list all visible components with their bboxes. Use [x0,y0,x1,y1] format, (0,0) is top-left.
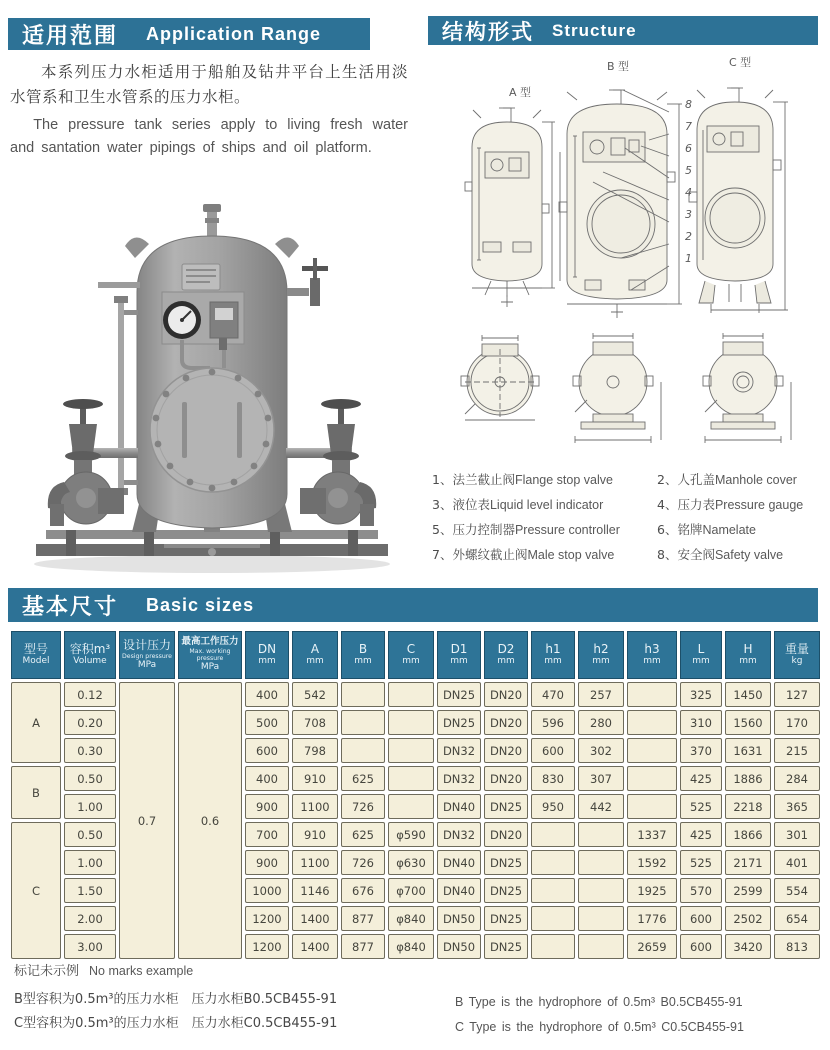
table-cell: φ840 [388,934,434,959]
table-cell: 708 [292,710,338,735]
callout-number: 8 [685,98,692,111]
application-range-paragraph-en: The pressure tank series apply to living fresh water and santation water pipings of ships and oil platform. [10,116,408,157]
table-cell: 2218 [725,794,771,819]
part-item [657,495,828,513]
part-item [657,520,828,538]
table-cell: φ700 [388,878,434,903]
table-cell: 401 [774,850,820,875]
table-cell: 2599 [725,878,771,903]
col-header: h2 mm [578,631,624,679]
left-valve-pump [48,399,124,526]
table-cell: 2171 [725,850,771,875]
type-label-b: B 型 [607,60,630,73]
table-cell: 302 [578,738,624,763]
table-cell: 726 [341,794,385,819]
part-name-en: Liquid level indicator [489,498,604,512]
part-name-en: Flange stop valve [514,473,613,487]
part-name-zh: 压力表 [677,497,715,512]
table-cell: 2.00 [64,906,116,931]
part-name-en: Pressure controller [514,523,620,537]
right-valve-pump [300,399,376,526]
table-cell: DN25 [484,794,528,819]
col-header: D2 mm [484,631,528,679]
part-number: 8、 [657,547,678,562]
table-cell [341,710,385,735]
table-row [11,682,820,707]
basic-sizes-bar [8,588,818,622]
notes-label-en: No marks example [89,964,194,978]
col-header: 重量 kg [774,631,820,679]
table-cell: DN25 [484,906,528,931]
table-cell: 877 [341,906,385,931]
part-number: 4、 [657,497,678,512]
part-name-zh: 安全阀 [677,547,715,562]
part-item [432,495,657,513]
table-cell: 307 [578,766,624,791]
table-cell [531,850,575,875]
top-view-a [461,335,539,420]
table-cell: 554 [774,878,820,903]
table-cell: 1146 [292,878,338,903]
table-cell: DN20 [484,682,528,707]
part-number: 2、 [657,472,678,487]
table-cell: 310 [680,710,722,735]
notes-en [455,990,744,1040]
table-cell [627,682,677,707]
table-cell: DN25 [484,878,528,903]
parts-list [432,470,828,563]
col-header: H mm [725,631,771,679]
table-cell: 950 [531,794,575,819]
table-cell: 2502 [725,906,771,931]
table-cell: 900 [245,850,289,875]
part-item [657,545,828,563]
table-cell: 0.50 [64,822,116,847]
part-name-zh: 压力控制器 [452,522,515,537]
application-range-bar [8,18,370,50]
table-cell: 215 [774,738,820,763]
table-cell: 910 [292,822,338,847]
part-item [432,520,657,538]
table-cell: DN32 [437,766,481,791]
notes-zh [14,988,337,1036]
level-gauge-pipe [98,282,140,496]
table-cell: 365 [774,794,820,819]
callout-number: 4 [685,186,692,199]
part-number: 6、 [657,522,678,537]
table-cell [627,766,677,791]
table-cell: 500 [245,710,289,735]
part-name-en: Manhole cover [714,473,797,487]
table-cell: 3420 [725,934,771,959]
part-name-zh: 法兰截止阀 [452,472,515,487]
table-cell: 726 [341,850,385,875]
table-cell: 877 [341,934,385,959]
table-cell: 910 [292,766,338,791]
col-header: L mm [680,631,722,679]
sizes-table [8,628,823,962]
note-line-en: B Type is the hydrophore of 0.5m³ B0.5CB455-91 [455,995,743,1009]
part-item [432,545,657,563]
lifting-lug-right [275,237,299,258]
table-cell [388,766,434,791]
drain-fitting [208,548,216,556]
part-name-zh: 外螺纹截止阀 [452,547,528,562]
table-cell: 425 [680,822,722,847]
col-header: 型号 Model [11,631,61,679]
part-item [657,470,828,488]
table-cell: 676 [341,878,385,903]
structure-bar [428,16,818,45]
structure-title-zh: 结构形式 [442,19,534,44]
col-header: 容积m³ Volume [64,631,116,679]
col-header: h1 mm [531,631,575,679]
table-cell: φ630 [388,850,434,875]
table-cell [578,822,624,847]
note-line-en: C Type is the hydrophore of 0.5m³ C0.5CB455-91 [455,1020,744,1034]
table-cell: 2659 [627,934,677,959]
table-cell: 700 [245,822,289,847]
table-cell: 525 [680,850,722,875]
table-cell: DN40 [437,878,481,903]
part-name-en: Safety valve [714,548,784,562]
table-cell: DN25 [484,934,528,959]
structure-drawing [425,52,827,462]
table-cell [578,934,624,959]
table-cell: 596 [531,710,575,735]
vessel-a-elevation [465,108,560,307]
table-head [11,631,820,679]
table-cell: 0.20 [64,710,116,735]
type-label-c: C 型 [729,56,752,69]
col-header: 最高工作压力 Max. working pressure MPa [178,631,242,679]
table-cell: 798 [292,738,338,763]
shoulder-valve [287,258,328,306]
table-cell: DN40 [437,794,481,819]
table-cell: 600 [531,738,575,763]
col-header: 设计压力 Design pressure MPa [119,631,175,679]
table-cell: 0.50 [64,766,116,791]
table-cell: 325 [680,682,722,707]
table-cell: DN50 [437,906,481,931]
callout-number: 7 [685,120,692,133]
table-cell: 1200 [245,934,289,959]
table-cell: 1776 [627,906,677,931]
table-cell: 1.00 [64,850,116,875]
structure-title-en: Structure [552,20,637,40]
table-cell: 900 [245,794,289,819]
table-cell: 280 [578,710,624,735]
table-cell [388,710,434,735]
table-cell: DN50 [437,934,481,959]
table-cell [627,738,677,763]
vessel-c-elevation [689,88,788,313]
table-cell: DN20 [484,766,528,791]
table-cell: 600 [680,906,722,931]
col-header: DN mm [245,631,289,679]
table-cell: C [11,822,61,959]
table-cell: 1200 [245,906,289,931]
table-cell: 1400 [292,906,338,931]
table-cell: DN20 [484,710,528,735]
floor-shadow [34,555,390,573]
table-cell [531,934,575,959]
application-range-title-en: Application Range [146,23,322,44]
table-cell: DN32 [437,822,481,847]
nameplate [182,264,220,290]
table-cell [388,682,434,707]
part-name-en: Namelate [702,523,756,537]
table-cell: DN40 [437,850,481,875]
top-view-c [703,333,791,443]
table-cell: 1000 [245,878,289,903]
vessel-b-elevation [559,90,682,318]
table-cell: DN20 [484,738,528,763]
basic-sizes-title-zh: 基本尺寸 [22,594,119,620]
structure-figure [425,52,827,462]
table-cell: DN32 [437,738,481,763]
table-cell: 1400 [292,934,338,959]
table-cell: 3.00 [64,934,116,959]
pressure-tank-photo [14,192,410,580]
table-cell: 654 [774,906,820,931]
table-cell: 170 [774,710,820,735]
table-cell: 400 [245,682,289,707]
table-cell [388,738,434,763]
application-range-title-zh: 适用范围 [22,23,119,49]
table-cell: 0.6 [178,682,242,959]
col-header: B mm [341,631,385,679]
table-cell: 1100 [292,850,338,875]
manhole-cover [150,368,274,492]
table-cell [531,822,575,847]
table-cell [578,878,624,903]
top-view-b [573,333,661,443]
table-cell: 1100 [292,794,338,819]
table-cell: 400 [245,766,289,791]
note-line-zh: C型容积为0.5m³的压力水柜 压力水柜C0.5CB455-91 [14,1016,338,1031]
table-body [11,682,820,959]
col-header: C mm [388,631,434,679]
note-line-zh: B型容积为0.5m³的压力水柜 压力水柜B0.5CB455-91 [14,992,338,1007]
table-cell: 470 [531,682,575,707]
application-range-text [10,60,408,161]
table-cell: 1925 [627,878,677,903]
table-cell: 257 [578,682,624,707]
part-number: 1、 [432,472,453,487]
table-cell [388,794,434,819]
part-name-en: Male stop valve [527,548,615,562]
table-cell: 1450 [725,682,771,707]
part-name-zh: 人孔盖 [677,472,715,487]
table-cell: φ840 [388,906,434,931]
table-cell [578,906,624,931]
part-number: 3、 [432,497,453,512]
table-cell: A [11,682,61,763]
type-label-a: A 型 [509,86,532,99]
callout-number: 1 [685,252,692,265]
callout-number: 3 [685,208,692,221]
part-name-zh: 铭牌 [677,522,703,537]
header-row [11,631,820,679]
table-cell: B [11,766,61,819]
table-cell: 525 [680,794,722,819]
table-cell [341,738,385,763]
lifting-lug-left [125,237,149,258]
part-number: 5、 [432,522,453,537]
application-range-paragraph-zh: 本系列压力水柜适用于船舶及钻井平台上生活用淡水管系和卫生水管系的压力水柜。 [10,63,408,106]
table-cell: 301 [774,822,820,847]
table-cell [627,794,677,819]
table-cell: φ590 [388,822,434,847]
table-cell: DN25 [484,850,528,875]
part-item [432,470,657,488]
part-number: 7、 [432,547,453,562]
table-cell: 542 [292,682,338,707]
part-name-en: Pressure gauge [714,498,804,512]
pressure-gauge [163,301,201,339]
table-cell: 570 [680,878,722,903]
table-cell: 813 [774,934,820,959]
notes-label-zh: 标记未示例 [14,964,80,979]
callout-number: 6 [685,142,692,155]
callout-number: 2 [685,230,692,243]
table-cell: 600 [680,934,722,959]
table-cell: 1886 [725,766,771,791]
table-cell: 625 [341,822,385,847]
table-cell: 1.00 [64,794,116,819]
table-cell: 1631 [725,738,771,763]
table-cell: 0.30 [64,738,116,763]
table-cell: 1.50 [64,878,116,903]
sizes-table-wrap [8,628,822,962]
table-cell: 370 [680,738,722,763]
table-cell: 0.7 [119,682,175,959]
table-cell: 442 [578,794,624,819]
table-cell [531,878,575,903]
col-header: D1 mm [437,631,481,679]
table-cell: 625 [341,766,385,791]
table-cell: 1560 [725,710,771,735]
table-cell: 0.12 [64,682,116,707]
table-cell: DN20 [484,822,528,847]
table-cell: 284 [774,766,820,791]
top-valve [203,204,221,240]
table-cell: 127 [774,682,820,707]
table-cell [531,906,575,931]
table-cell: DN25 [437,710,481,735]
table-cell: 1337 [627,822,677,847]
basic-sizes-title-en: Basic sizes [146,594,255,615]
callout-number: 5 [685,164,692,177]
table-cell: 1866 [725,822,771,847]
table-cell [341,682,385,707]
table-cell: DN25 [437,682,481,707]
table-cell [578,850,624,875]
part-name-zh: 液位表 [452,497,490,512]
drain-pipe [164,544,260,548]
table-cell: 425 [680,766,722,791]
table-cell: 1592 [627,850,677,875]
col-header: A mm [292,631,338,679]
table-cell: 830 [531,766,575,791]
col-header: h3 mm [627,631,677,679]
product-photo [14,192,410,580]
table-cell: 600 [245,738,289,763]
table-cell [627,710,677,735]
notes-label [14,960,193,979]
